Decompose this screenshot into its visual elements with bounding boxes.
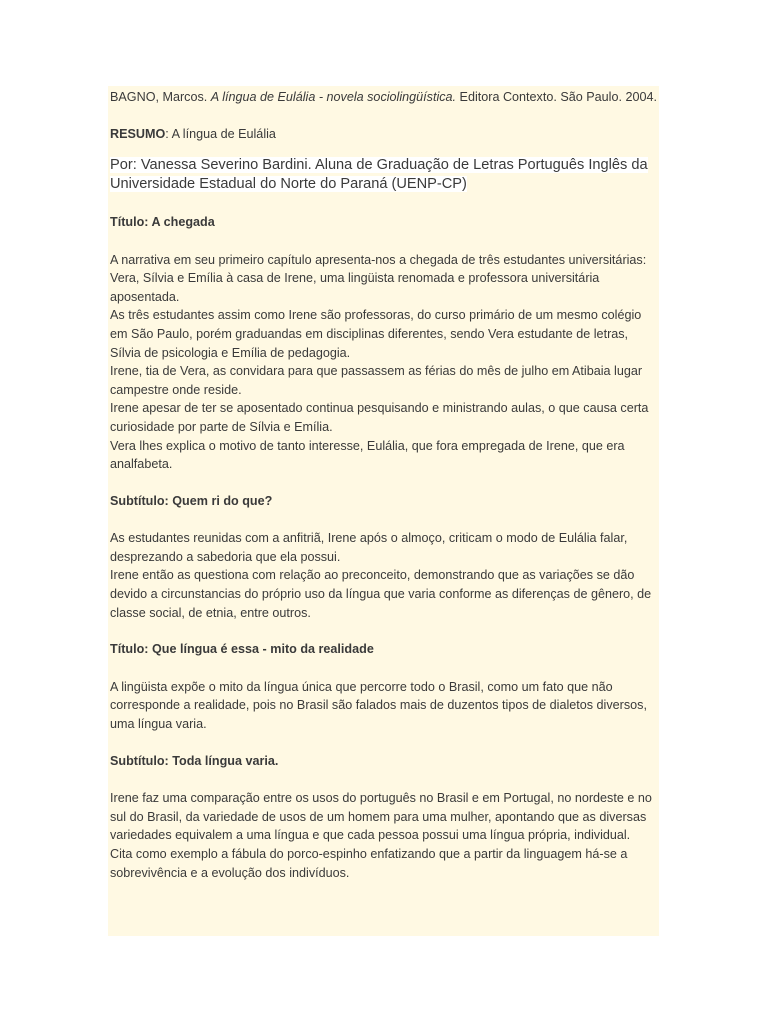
paragraph: Irene, tia de Vera, as convidara para que passassem as férias do mês de julho em Atibaia lugar campestre onde reside. — [110, 364, 643, 397]
paragraph: Vera lhes explica o motivo de tanto interesse, Eulália, que fora empregada de Irene, que era analfabeta. — [110, 438, 625, 472]
paragraph: Cita como exemplo a fábula do porco-espinho enfatizando que a partir da linguagem há-se a sobrevivência e a evolução dos indivíduos. — [110, 847, 628, 880]
paragraph: Irene faz uma comparação entre os usos do português no Brasil e em Portugal, no nordeste e no sul do Brasil, da variedade de usos de um homem para uma mulher, apontando que as diversas variedades equivalem a uma língua e que cada pessoa possui uma língua própria, individual. — [110, 791, 652, 843]
resumo-label: RESUMO — [110, 127, 166, 142]
section-heading: Subtítulo: Quem ri do que? — [110, 493, 273, 508]
resumo-line — [110, 125, 660, 144]
reference-publisher: Editora Contexto. São Paulo. 2004. — [456, 90, 657, 104]
reference-title: A língua de Eulália - novela sociolingüística. — [210, 90, 457, 104]
document-content — [110, 88, 660, 882]
paragraph: Irene apesar de ter se aposentado continua pesquisando e ministrando aulas, o que causa certa curiosidade por parte de Sílvia e Emília. — [110, 401, 649, 434]
paragraph: A narrativa em seu primeiro capítulo apresenta-nos a chegada de três estudantes universitárias: Vera, Sílvia e Emília à casa de Irene, uma lingüista renomada e professora universitária aposentada. — [110, 252, 647, 304]
section-heading: Título: A chegada — [110, 214, 215, 229]
paragraph: As estudantes reunidas com a anfitriã, Irene após o almoço, criticam o modo de Eulália falar, desprezando a sabedoria que ela possui. — [110, 531, 628, 564]
section-heading: Título: Que língua é essa - mito da realidade — [110, 642, 374, 657]
reference-author: BAGNO, Marcos. — [110, 90, 211, 104]
byline — [110, 156, 660, 195]
paragraph: A lingüista expõe o mito da língua única que percorre todo o Brasil, como um fato que não corresponde a realidade, pois no Brasil são falados mais de duzentos tipos de dialetos diversos, uma língua varia. — [110, 679, 647, 732]
byline-text: Por: Vanessa Severino Bardini. Aluna de Graduação de Letras Português Inglês da Universidade Estadual do Norte do Paraná (UENP-CP) — [110, 156, 648, 193]
paragraph: As três estudantes assim como Irene são professoras, do curso primário de um mesmo colégio em São Paulo, porém graduandas em disciplinas diferentes, sendo Vera estudante de letras, Sílvia de psicologia e Emília de pedagogia. — [110, 308, 642, 360]
resumo-title: : A língua de Eulália — [165, 127, 276, 142]
bibliographic-reference — [110, 88, 660, 107]
paragraph: Irene então as questiona com relação ao preconceito, demonstrando que as variações se dão devido a circunstancias do próprio uso da língua que varia conforme as diferenças de gênero, de classe social, de etnia, entre outros. — [110, 568, 652, 620]
section-heading: Subtítulo: Toda língua varia. — [110, 753, 279, 768]
